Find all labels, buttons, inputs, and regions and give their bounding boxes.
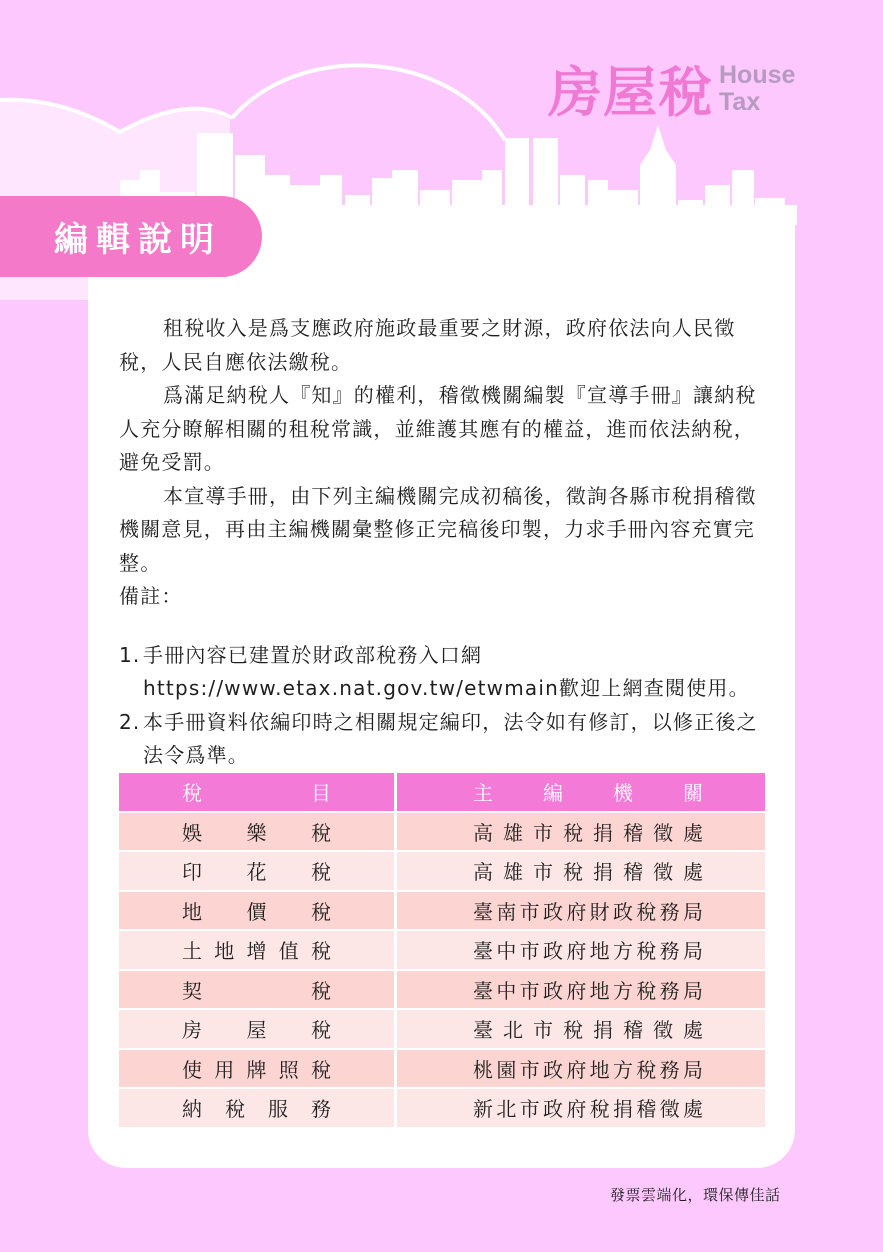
cell-tax — [119, 1010, 397, 1050]
table-row — [119, 1089, 765, 1129]
brand-title-cn: 房屋稅 — [548, 61, 713, 124]
section-title: 編輯說明 — [54, 220, 222, 260]
editorial-notes — [119, 312, 769, 773]
header-tax-text: 稅 目 — [182, 781, 331, 806]
brand-title-en-line1: House — [719, 60, 796, 89]
cell-tax — [119, 892, 397, 932]
cell-tax — [119, 813, 397, 853]
table-row — [119, 1050, 765, 1090]
cell-tax-text: 娛 樂 稅 — [182, 820, 331, 845]
cell-agency-text: 高 雄 市 稅 捐 稽 徵 處 — [473, 860, 703, 885]
cell-agency — [397, 892, 765, 932]
cell-tax — [119, 852, 397, 892]
brand-title-en-line2: Tax — [719, 87, 761, 116]
section-tag — [0, 196, 262, 277]
cell-agency-text: 臺 北 市 稅 捐 稽 徵 處 — [473, 1018, 703, 1043]
cell-tax — [119, 1050, 397, 1090]
cell-agency — [397, 1089, 765, 1129]
header-agency — [397, 773, 765, 813]
cell-agency-text: 臺 中 市 政 府 地 方 稅 務 局 — [473, 939, 703, 964]
cell-agency-text: 新 北 市 政 府 稅 捐 稽 徵 處 — [473, 1097, 703, 1122]
cell-tax-text: 納 稅 服 務 — [182, 1097, 331, 1122]
note-number: 1. — [119, 642, 141, 667]
cell-tax-text: 契 稅 — [182, 978, 331, 1003]
remark-label: 備註： — [119, 584, 183, 608]
note-number: 2. — [119, 709, 141, 734]
note-text: 本手冊資料依編印時之相關規定編印，法令如有修訂，以修正後之法令爲準。 — [143, 709, 758, 767]
table-row — [119, 852, 765, 892]
cell-agency-text: 臺 南 市 政 府 財 政 稅 務 局 — [473, 899, 703, 924]
cell-tax — [119, 931, 397, 971]
cell-tax — [119, 1089, 397, 1129]
cell-agency-text: 高 雄 市 稅 捐 稽 徵 處 — [473, 820, 703, 845]
cell-agency — [397, 1010, 765, 1050]
table-header-row — [119, 773, 765, 813]
etax-link[interactable]: https://www.etax.nat.gov.tw/etwmain歡迎上網查閱使用。 — [143, 676, 750, 700]
cell-tax-text: 地 價 稅 — [182, 899, 331, 924]
note-body — [143, 639, 769, 706]
cell-agency — [397, 931, 765, 971]
cell-tax — [119, 971, 397, 1011]
paragraph-2: 爲滿足納稅人『知』的權利，稽徵機關編製『宣導手冊』讓納稅人充分瞭解相關的租稅常識，並維護其應有的權益，進而依法納稅，避免受罰。 — [119, 383, 757, 474]
cell-tax-text: 印 花 稅 — [182, 860, 331, 885]
cell-agency-text: 桃 園 市 政 府 地 方 稅 務 局 — [473, 1057, 703, 1082]
table-row — [119, 892, 765, 932]
note-text: 手冊內容已建置於財政部稅務入口網 — [143, 642, 483, 667]
table-row — [119, 931, 765, 971]
note-1 — [119, 639, 769, 706]
cell-agency — [397, 1050, 765, 1090]
cell-tax-text: 房 屋 稅 — [182, 1018, 331, 1043]
cell-agency — [397, 971, 765, 1011]
header-agency-text: 主 編 機 關 — [473, 781, 703, 806]
brand-title — [548, 50, 795, 127]
cell-agency-text: 臺 中 市 政 府 地 方 稅 務 局 — [473, 978, 703, 1003]
cell-agency — [397, 813, 765, 853]
paragraph-3: 本宣導手冊，由下列主編機關完成初稿後，徵詢各縣市稅捐稽徵機關意見，再由主編機關彙整修正完稿後印製，力求手冊內容充實完整。 — [119, 483, 757, 575]
paragraph-1: 租稅收入是爲支應政府施政最重要之財源，政府依法向人民徵稅，人民自應依法繳稅。 — [119, 316, 736, 374]
footer-slogan: 發票雲端化，環保傳佳話 — [610, 1186, 781, 1204]
cell-agency — [397, 852, 765, 892]
table-row — [119, 813, 765, 853]
table-row — [119, 1010, 765, 1050]
header-tax — [119, 773, 397, 813]
agency-table — [119, 773, 765, 1129]
cell-tax-text: 使 用 牌 照 稅 — [182, 1057, 331, 1082]
note-2 — [119, 706, 769, 773]
table-row — [119, 971, 765, 1011]
cell-tax-text: 土 地 增 值 稅 — [182, 939, 331, 964]
brand-title-en — [719, 62, 795, 116]
